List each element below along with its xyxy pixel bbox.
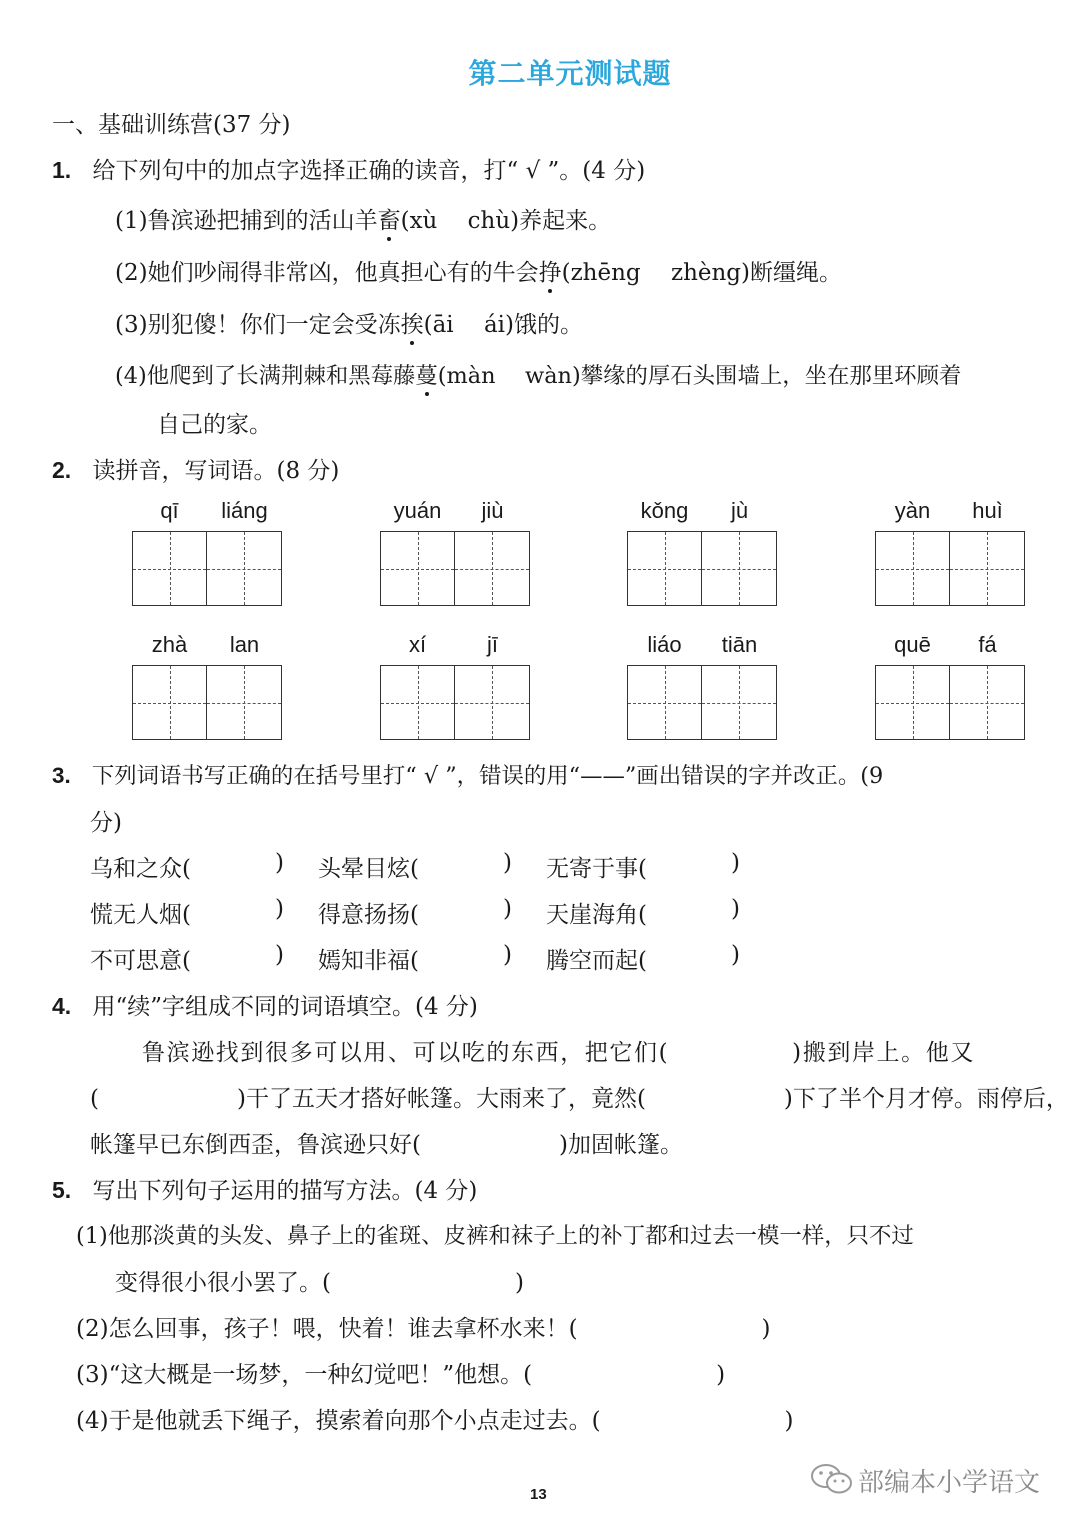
- q2-text: 读拼音，写词语。(8 分): [92, 458, 340, 484]
- q1-item-4-pre: (4)他爬到了长满荆棘和黑莓藤: [115, 363, 416, 389]
- q1-item-4: [115, 358, 961, 390]
- dotted-char: 畜: [378, 202, 401, 235]
- q4-number: 4.: [52, 993, 72, 1019]
- writing-boxes[interactable]: [875, 665, 1025, 740]
- q4-text: 用“续”字组成不同的词语填空。(4 分): [92, 994, 478, 1020]
- q3-word-8: 嫣知非福(: [318, 948, 419, 974]
- q4-line-1: 鲁滨逊找到很多可以用、可以吃的东西，把它们( )搬到岸上。他又: [142, 1040, 975, 1066]
- q4-line-2: ( )干了五天才搭好帐篷。大雨来了，竟然( )下了半个月才停。雨停后，: [90, 1086, 1069, 1112]
- dotted-char: 蔓: [415, 358, 437, 390]
- q3-word-2: 头晕目炫(: [318, 856, 419, 882]
- q1-item-2: [115, 254, 842, 287]
- q2-stem: [52, 452, 339, 485]
- writing-boxes[interactable]: [132, 531, 282, 606]
- q5-stem: [52, 1172, 477, 1205]
- q3-stem: [52, 758, 883, 790]
- q5-text: 写出下列句子运用的描写方法。(4 分): [92, 1178, 478, 1204]
- q1-item-2-post: (zhēng zhèng)断缰绳。: [561, 260, 843, 286]
- q1-item-1: [115, 202, 611, 235]
- q3-word-9: 腾空而起(: [546, 948, 647, 974]
- q1-item-2-pre: (2)她们吵闹得非常凶，他真担心有的牛会: [115, 260, 539, 286]
- q3-word-3: 无寄于事(: [546, 856, 647, 882]
- q5-item-1: (1)他那淡黄的头发、鼻子上的雀斑、皮裤和袜子上的补丁都和过去一模一样，只不过: [76, 1223, 914, 1249]
- q3-number: 3.: [52, 763, 71, 788]
- section-heading: 一、基础训练营(37 分): [52, 112, 291, 138]
- q1-item-3-post: (āi ái)饿的。: [423, 312, 583, 338]
- q1-item-3-pre: (3)别犯傻！你们一定会受冻: [115, 312, 401, 338]
- dotted-char: 挣: [539, 254, 562, 287]
- q3-paren-close: ): [731, 850, 740, 876]
- pinyin: yuán jiù: [393, 498, 504, 523]
- q3-paren-close: ): [503, 896, 512, 922]
- q3-paren-close: ): [275, 850, 284, 876]
- q3-paren-close: ): [275, 896, 284, 922]
- q3-paren-close: ): [731, 896, 740, 922]
- q1-item-4-post: (màn wàn)攀缘的厚石头围墙上，坐在那里环顾着: [437, 363, 962, 389]
- q3-paren-close: ): [503, 942, 512, 968]
- q1-item-4-cont: 自己的家。: [157, 412, 272, 438]
- q1-item-1-post: (xù chù)养起来。: [400, 208, 612, 234]
- pinyin: yàn huì: [894, 498, 1003, 523]
- q4-stem: [52, 988, 478, 1021]
- q3-word-5: 得意扬扬(: [318, 902, 419, 928]
- q1-item-3: [115, 306, 583, 339]
- q3-text: 下列词语书写正确的在括号里打“ √ ”，错误的用“——”画出错误的字并改正。(9: [91, 763, 884, 789]
- q1-item-1-pre: (1)鲁滨逊把捕到的活山羊: [115, 208, 378, 234]
- q5-item-1-cont: 变得很小很小罢了。( ): [115, 1270, 524, 1296]
- q3-word-7: 不可思意(: [90, 948, 191, 974]
- writing-boxes[interactable]: [380, 531, 530, 606]
- pinyin: quē fá: [894, 632, 997, 657]
- pinyin: liáo tiān: [647, 632, 758, 657]
- q3-stem-cont: 分): [90, 810, 122, 836]
- dotted-char: 挨: [401, 306, 424, 339]
- writing-boxes[interactable]: [132, 665, 282, 740]
- wechat-icon: [810, 1462, 854, 1496]
- writing-boxes[interactable]: [380, 665, 530, 740]
- q1-text: 给下列句中的加点字选择正确的读音，打“ √ ”。(4 分): [92, 158, 646, 184]
- q3-paren-close: ): [275, 942, 284, 968]
- q5-item-3: (3)“这大概是一场梦，一种幻觉吧！”他想。( ): [76, 1362, 726, 1388]
- q3-paren-close: ): [503, 850, 512, 876]
- writing-boxes[interactable]: [875, 531, 1025, 606]
- q5-item-4: (4)于是他就丢下绳子，摸索着向那个小点走过去。( ): [76, 1408, 794, 1434]
- writing-boxes[interactable]: [627, 531, 777, 606]
- q3-word-1: 乌和之众(: [90, 856, 191, 882]
- q5-number: 5.: [52, 1177, 72, 1203]
- q3-word-6: 天崖海角(: [546, 902, 647, 928]
- q1-number: 1.: [52, 157, 72, 183]
- q3-word-4: 慌无人烟(: [90, 902, 191, 928]
- q4-line-3: 帐篷早已东倒西歪，鲁滨逊只好( )加固帐篷。: [90, 1132, 683, 1158]
- pinyin: xí jī: [408, 632, 498, 657]
- q2-number: 2.: [52, 457, 72, 483]
- pinyin: zhà lan: [151, 632, 260, 657]
- q3-paren-close: ): [731, 942, 740, 968]
- q1-stem: [52, 152, 645, 185]
- q5-item-2: (2)怎么回事，孩子！喂，快着！谁去拿杯水来！( ): [76, 1316, 771, 1342]
- page-number: 13: [530, 1486, 547, 1503]
- pinyin: kǒng jù: [640, 498, 749, 523]
- writing-boxes[interactable]: [627, 665, 777, 740]
- pinyin: qī liáng: [160, 498, 268, 523]
- page-title: 第二单元测试题: [468, 57, 672, 90]
- watermark-text: 部编本小学语文: [858, 1468, 1041, 1498]
